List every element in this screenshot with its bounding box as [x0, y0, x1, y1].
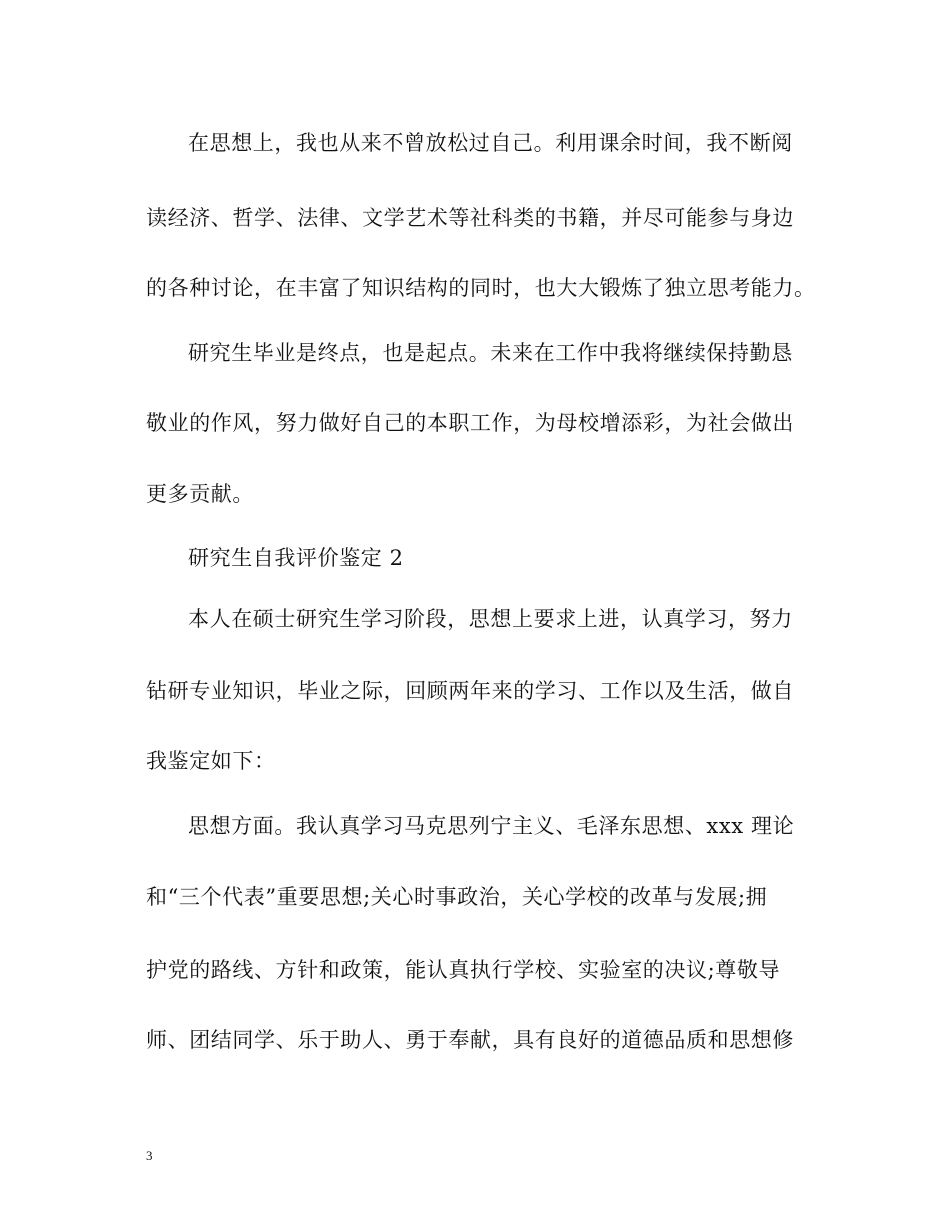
text-line: 更多贡献。	[146, 482, 254, 506]
text-line: 研究生毕业是终点，也是起点。未来在工作中我将继续保持勤恳	[188, 341, 793, 365]
page-number: 3	[146, 1148, 153, 1163]
text-line: 钻研专业知识，毕业之际，回顾两年来的学习、工作以及生活，做自	[146, 679, 794, 703]
text-line: 在思想上，我也从来不曾放松过自己。利用课余时间，我不断阅	[188, 131, 793, 155]
section-heading: 研究生自我评价鉴定 2	[188, 546, 404, 570]
text-line: 的各种讨论，在丰富了知识结构的同时，也大大锻炼了独立思考能力。	[146, 276, 816, 300]
text-line: 思想方面。我认真学习马克思列宁主义、毛泽东思想、xxx 理论	[188, 814, 795, 838]
text-line: 敬业的作风，努力做好自己的本职工作，为母校增添彩，为社会做出	[146, 411, 794, 435]
text-line: 和“三个代表”重要思想;关心时事政治，关心学校的改革与发展;拥	[146, 885, 768, 909]
text-line: 护党的路线、方针和政策，能认真执行学校、实验室的决议;尊敬导	[146, 958, 781, 982]
text-line: 本人在硕士研究生学习阶段，思想上要求上进，认真学习，努力	[188, 607, 793, 631]
text-line: 我鉴定如下：	[146, 749, 276, 773]
text-line: 读经济、哲学、法律、文学艺术等社科类的书籍，并尽可能参与身边	[146, 206, 794, 230]
text-line: 师、团结同学、乐于助人、勇于奉献，具有良好的道德品质和思想修	[146, 1028, 794, 1052]
